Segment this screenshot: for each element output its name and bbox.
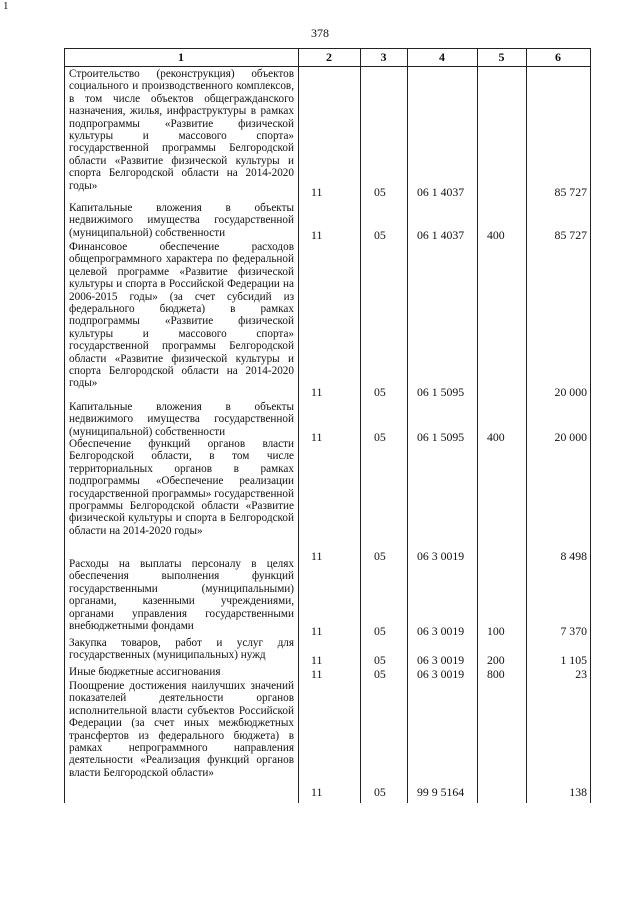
col-divider (477, 48, 478, 803)
row-description: Капитальные вложения в объекты недвижимого имущества государственной (муниципальной) собственности (69, 401, 294, 438)
header-col-3: 3 (380, 50, 387, 64)
row-amount: 85 727 (554, 185, 587, 199)
col-divider (360, 48, 361, 803)
row-section: 11 (311, 430, 323, 444)
header-col-2: 2 (326, 50, 332, 64)
page-number: 378 (311, 26, 329, 40)
row-subsection: 05 (374, 385, 386, 399)
col-divider (526, 48, 527, 803)
row-expense-type: 800 (487, 667, 505, 681)
row-subsection: 05 (374, 430, 386, 444)
row-amount: 23 (575, 667, 587, 681)
row-description: Поощрение достижения наилучших значений показателей деятельности органов исполнительной власти субъектов Российской Федерации (за счет иных межбюджетных трансфертов из федерального бюджета) в рамках непрограммного направления деятельности «Реализация функций органов власти Белгородской области» (69, 680, 294, 779)
header-col-6: 6 (555, 50, 561, 64)
header-col-5: 5 (498, 50, 505, 64)
row-target-article: 06 3 0019 (417, 653, 465, 667)
row-description: Иные бюджетные ассигнования (69, 666, 221, 678)
row-section: 11 (311, 228, 323, 242)
row-description: Закупка товаров, работ и услуг для государственных (муниципальных) нужд (69, 637, 294, 662)
row-subsection: 05 (374, 667, 386, 681)
row-expense-type: 400 (487, 228, 505, 242)
col-divider (407, 48, 408, 803)
row-subsection: 05 (374, 228, 386, 242)
row-target-article: 06 1 5095 (417, 385, 465, 399)
row-subsection: 05 (374, 549, 386, 563)
budget-table (64, 48, 591, 803)
row-description: Финансовое обеспечение расходов общепрограммного характера по федеральной целевой программе «Развитие физической культуры и спорта в Российской Федерации на 2006-2015 годы» (за счет субсидий из федерального бюджета) в рамках подпрограммы «Развитие физической культуры и массового спорта» государственной программы Белгородской области «Развитие физической культуры и спорта Белгородской области на 2014-2020 годы» (69, 241, 294, 390)
row-target-article: 99 9 5164 (417, 785, 465, 799)
row-amount: 8 498 (560, 549, 587, 563)
row-expense-type: 200 (487, 653, 505, 667)
col-divider (298, 48, 299, 803)
row-section: 11 (311, 385, 323, 399)
header-col-4: 4 (439, 50, 445, 64)
row-expense-type: 100 (487, 624, 505, 638)
row-target-article: 06 3 0019 (417, 667, 465, 681)
row-amount: 20 000 (554, 385, 587, 399)
row-target-article: 06 1 5095 (417, 430, 465, 444)
col-divider (64, 48, 65, 803)
row-target-article: 06 1 4037 (417, 228, 465, 242)
row-amount: 7 370 (560, 624, 587, 638)
row-description: Расходы на выплаты персоналу в целях обеспечения выполнения функций государственными (муниципальными) органами, казенными учреждениями, органами управления государственными внебюджетными фондами (69, 558, 294, 633)
row-expense-type: 400 (487, 430, 505, 444)
row-amount: 138 (569, 785, 587, 799)
row-subsection: 05 (374, 185, 386, 199)
row-subsection: 05 (374, 785, 386, 799)
row-amount: 85 727 (554, 228, 587, 242)
row-subsection: 05 (374, 624, 386, 638)
col-divider (590, 48, 591, 803)
header-bottom-border (64, 66, 591, 67)
row-description: Капитальные вложения в объекты недвижимого имущества государственной (муниципальной) собственности (69, 202, 294, 239)
row-section: 11 (311, 549, 323, 563)
row-amount: 20 000 (554, 430, 587, 444)
row-subsection: 05 (374, 653, 386, 667)
header-col-1: 1 (178, 50, 184, 64)
row-section: 11 (311, 624, 323, 638)
row-amount: 1 105 (560, 653, 587, 667)
row-section: 11 (311, 185, 323, 199)
row-description: Строительство (реконструкция) объектов социального и производственного комплексов, в том числе объектов общегражданского назначения, жилья, инфраструктуры в рамках подпрограммы «Развитие физической культуры и массового спорта» государственной программы Белгородской области «Развитие физической культуры и спорта Белгородской области на 2014-2020 годы» (69, 68, 294, 192)
row-description: Обеспечение функций органов власти Белгородской области, в том числе территориальных органов в рамках подпрограммы «Обеспечение реализации государственной программы» государственной программы Белгородской области «Развитие физической культуры и спорта в Белгородской области на 2014-2020 годы» (69, 438, 294, 537)
row-target-article: 06 1 4037 (417, 185, 465, 199)
row-section: 11 (311, 785, 323, 799)
row-section: 11 (311, 667, 323, 681)
row-target-article: 06 3 0019 (417, 549, 465, 563)
row-section: 11 (311, 653, 323, 667)
corner-mark: 1 (3, 0, 9, 12)
row-target-article: 06 3 0019 (417, 624, 465, 638)
